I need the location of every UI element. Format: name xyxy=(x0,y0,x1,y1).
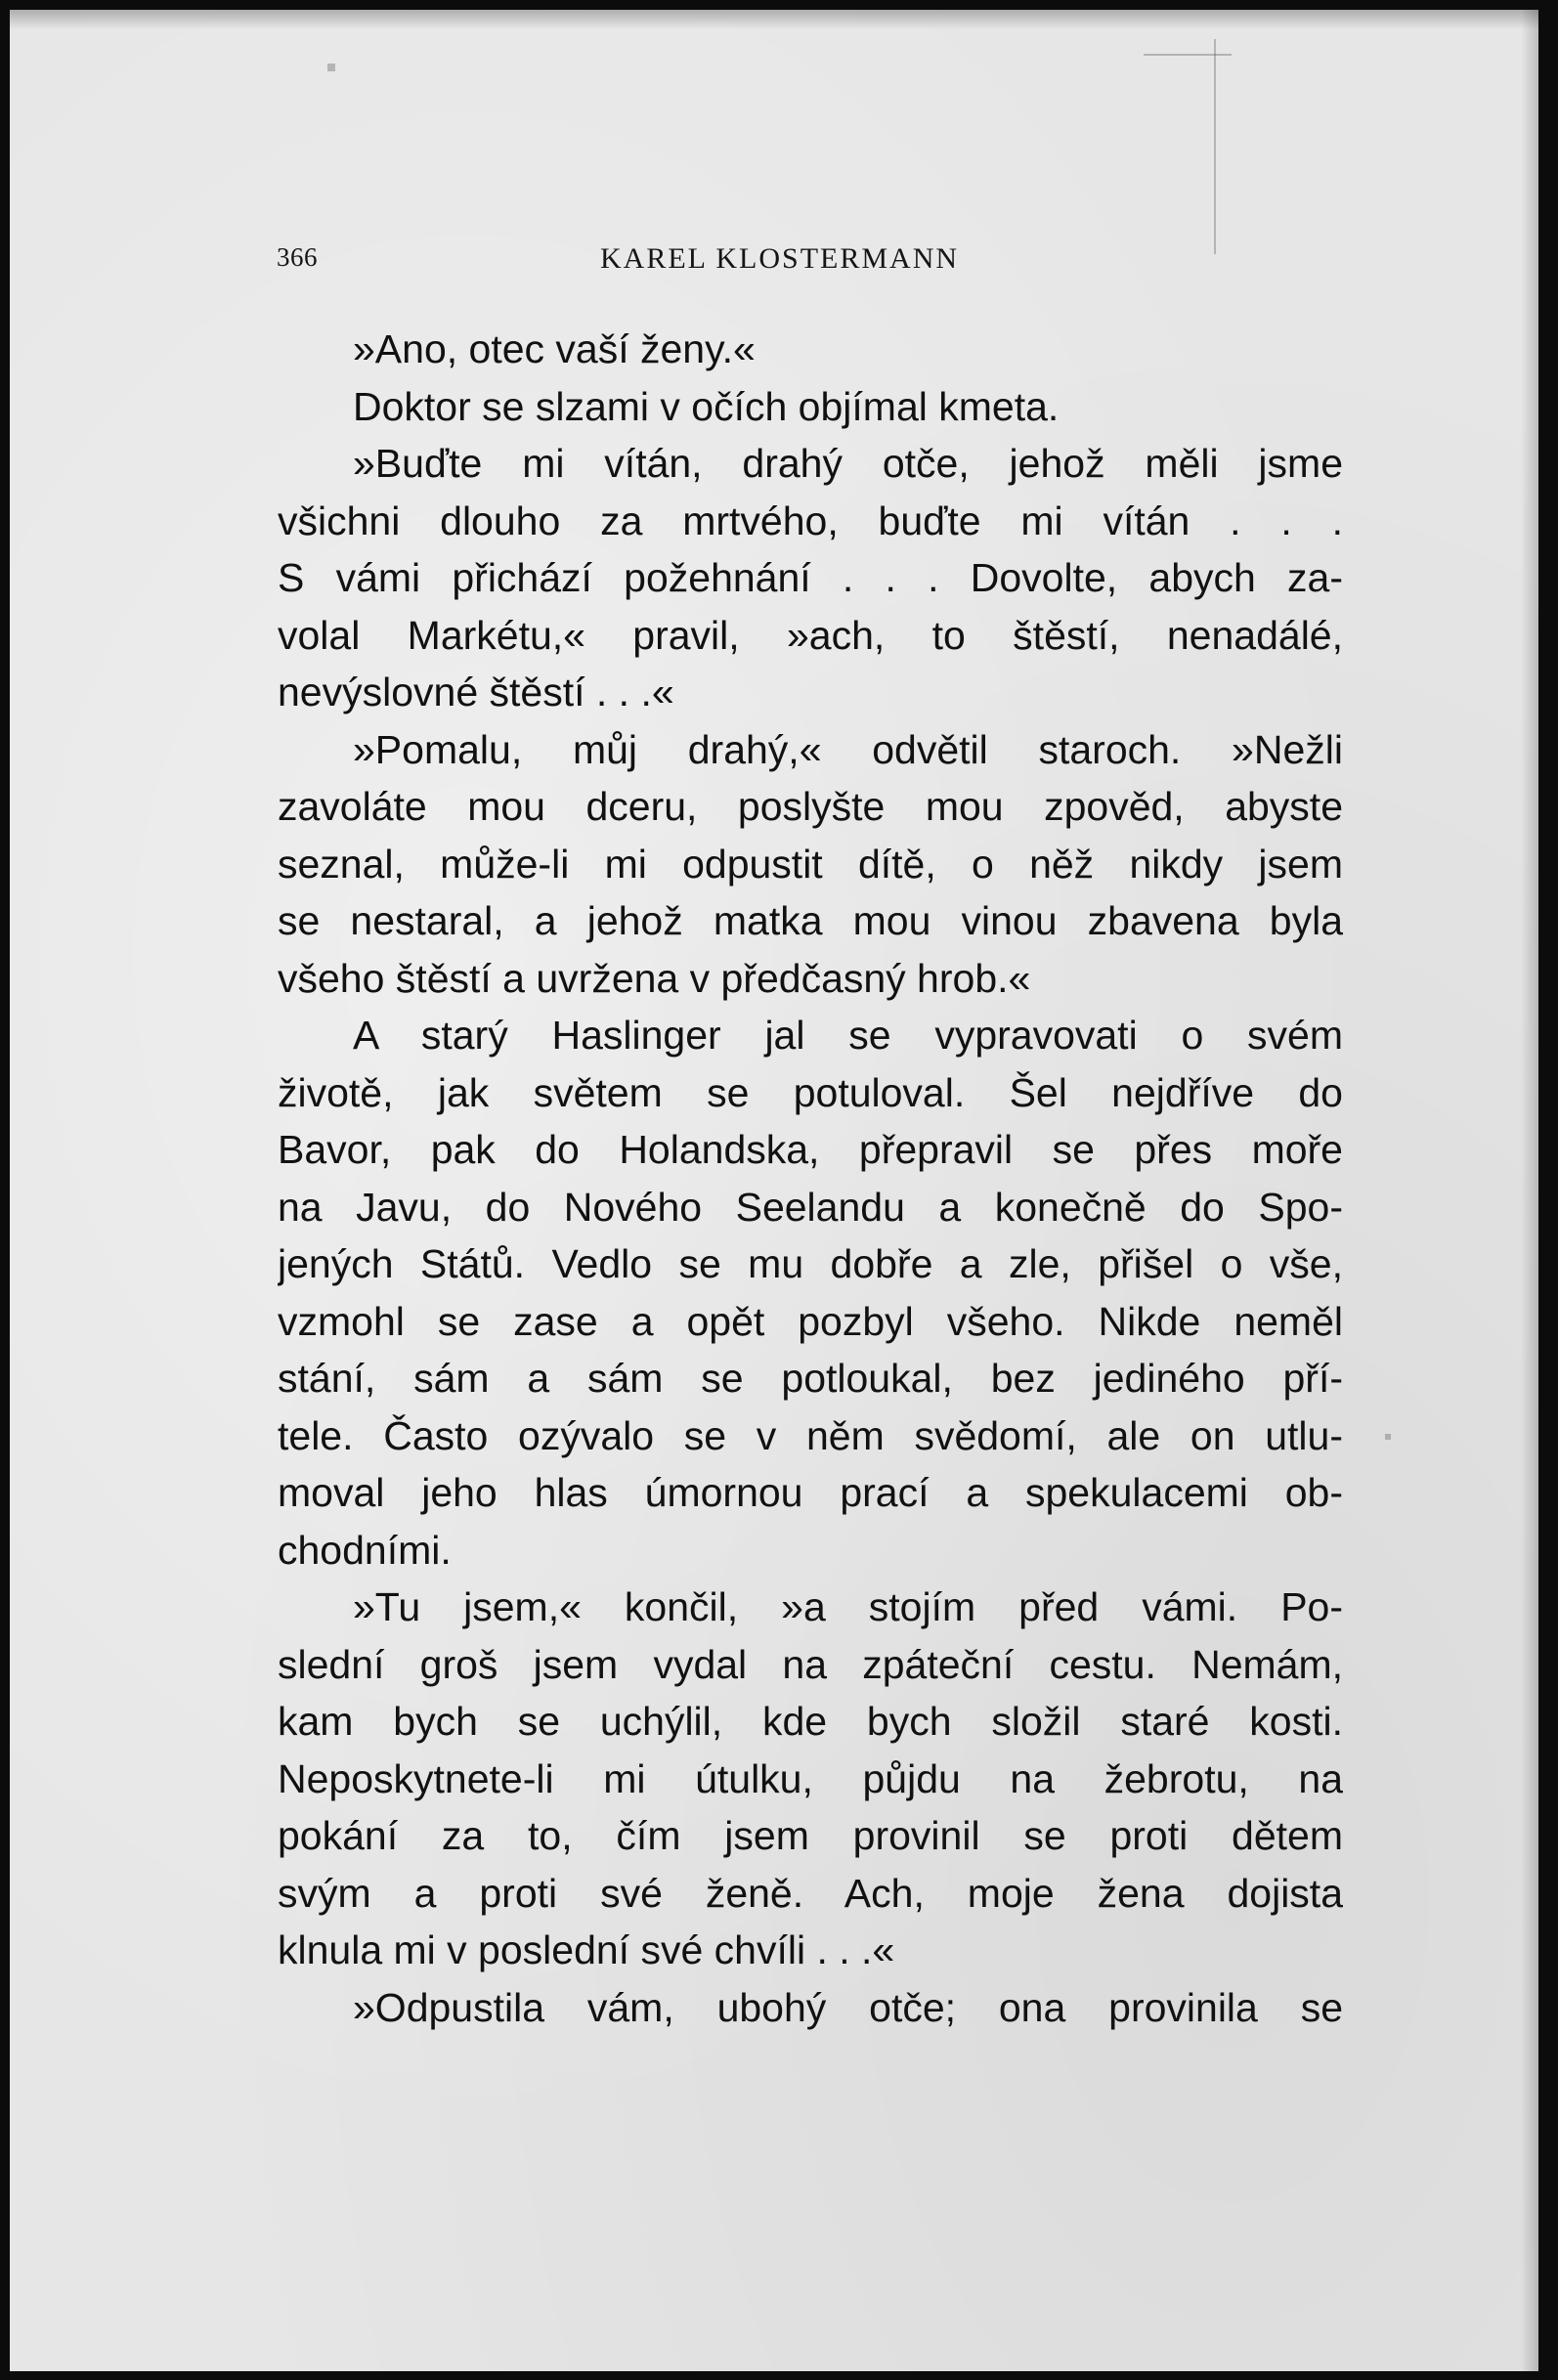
text-line: klnula mi v poslední své chvíli . . .« xyxy=(278,1927,895,1972)
text-line: »Buďte mi vítán, drahý otče, jehož měli jsme xyxy=(353,441,1343,486)
text-line: »Tu jsem,« končil, »a stojím před vámi. Po- xyxy=(353,1584,1343,1629)
text-line: moval jeho hlas úmornou prací a spekulacemi ob- xyxy=(278,1470,1343,1515)
text-line: tele. Často ozývalo se v něm svědomí, ale on utlu- xyxy=(278,1412,1343,1458)
text-line: Doktor se slzami v očích objímal kmeta. xyxy=(353,383,1060,429)
text-line: chodními. xyxy=(278,1527,452,1573)
text-line: se nestaral, a jehož matka mou vinou zbavena byla xyxy=(278,898,1343,943)
text-line: vzmohl se zase a opět pozbyl všeho. Nikde neměl xyxy=(278,1298,1343,1344)
text-line: svým a proti své ženě. Ach, moje žena dojista xyxy=(278,1870,1343,1916)
text-line: pokání za to, čím jsem provinil se proti dětem xyxy=(278,1813,1343,1858)
text-line: S vámi přichází požehnání . . . Dovolte, abych za- xyxy=(278,555,1343,600)
text-line: »Odpustila vám, ubohý otče; ona provinila se xyxy=(353,1984,1343,2030)
text-line: životě, jak světem se potuloval. Šel nejdříve do xyxy=(278,1069,1343,1115)
text-line: na Javu, do Nového Seelandu a konečně do Spo- xyxy=(278,1184,1343,1230)
scan-scratch xyxy=(327,64,335,71)
text-line: jených Států. Vedlo se mu dobře a zle, přišel o vše, xyxy=(278,1241,1343,1286)
text-line: kam bych se uchýlil, kde bych složil staré kosti. xyxy=(278,1699,1343,1744)
scan-scratch xyxy=(1385,1434,1391,1440)
book-page xyxy=(10,10,1538,2371)
text-line: všichni dlouho za mrtvého, buďte mi vítán . . . xyxy=(278,498,1343,543)
text-line: slední groš jsem vydal na zpáteční cestu. Nemám, xyxy=(278,1641,1343,1687)
page-right-shadow xyxy=(1521,10,1538,2371)
running-head: KAREL KLOSTERMANN xyxy=(600,242,960,275)
text-line: Bavor, pak do Holandska, přepravil se přes moře xyxy=(278,1127,1343,1172)
page-number: 366 xyxy=(277,242,318,272)
text-body xyxy=(278,321,1343,2060)
text-line: nevýslovné štěstí . . .« xyxy=(278,670,674,714)
text-line: zavoláte mou dceru, poslyšte mou zpověd, abyste xyxy=(278,784,1343,829)
text-line: Neposkytnete-li mi útulku, půjdu na žebrotu, na xyxy=(278,1755,1343,1801)
text-line: volal Markétu,« pravil, »ach, to štěstí, nenadálé, xyxy=(278,612,1343,658)
text-line: »Ano, otec vaší ženy.« xyxy=(353,326,756,371)
text-line: všeho štěstí a uvržena v předčasný hrob.« xyxy=(278,955,1031,1001)
text-line: stání, sám a sám se potloukal, bez jediného pří- xyxy=(278,1356,1343,1401)
text-line: seznal, může-li mi odpustit dítě, o něž nikdy jsem xyxy=(278,841,1343,887)
page-top-shadow xyxy=(10,10,1538,29)
scan-scratch xyxy=(1214,39,1216,254)
scan-scratch xyxy=(1144,54,1232,56)
text-line: A starý Haslinger jal se vypravovati o svém xyxy=(353,1013,1343,1058)
text-line: »Pomalu, můj drahý,« odvětil staroch. »Nežli xyxy=(353,726,1343,772)
page-header xyxy=(269,237,1344,295)
